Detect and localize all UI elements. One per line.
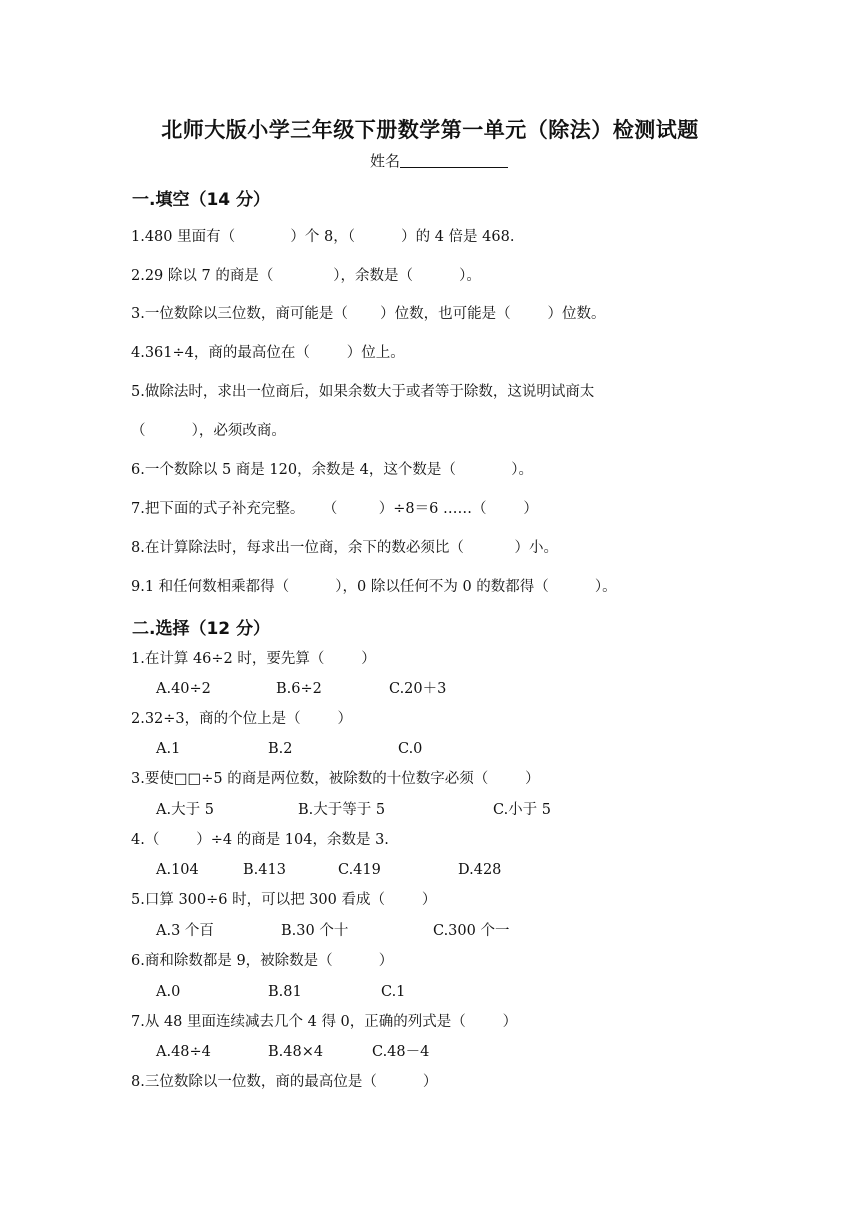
choice-question: 7.从 48 里面连续减去几个 4 得 0，正确的列式是（ ） xyxy=(131,1014,518,1030)
choice-option[interactable]: A.大于 5 xyxy=(156,802,214,818)
choice-option[interactable]: C.1 xyxy=(381,984,406,1000)
choice-question: 1.在计算 46÷2 时，要先算（ ） xyxy=(131,651,376,667)
page-title: 北师大版小学三年级下册数学第一单元（除法）检测试题 xyxy=(161,118,699,142)
fill-section-heading: 一.填空（14 分） xyxy=(132,190,271,210)
choice-option[interactable]: A.3 个百 xyxy=(156,923,214,939)
fill-question: 5.做除法时，求出一位商后，如果余数大于或者等于除数，这说明试商太 xyxy=(131,384,595,400)
choice-option[interactable]: A.0 xyxy=(156,984,181,1000)
choice-option[interactable]: B.6÷2 xyxy=(276,681,322,697)
fill-question: 2.29 除以 7 的商是（ ），余数是（ ）。 xyxy=(131,268,481,284)
choice-option[interactable]: D.428 xyxy=(458,862,502,878)
choice-option[interactable]: A.40÷2 xyxy=(156,681,211,697)
fill-question: 1.480 里面有（ ）个 8，（ ）的 4 倍是 468. xyxy=(131,229,515,245)
choice-option[interactable]: A.1 xyxy=(156,741,181,757)
choice-question: 4.（ ）÷4 的商是 104，余数是 3. xyxy=(131,832,389,848)
name-label: 姓名 xyxy=(370,152,401,170)
choice-option[interactable]: C.300 个一 xyxy=(433,923,510,939)
fill-question: 7.把下面的式子补充完整。 （ ）÷8＝6 ……（ ） xyxy=(131,501,538,517)
fill-question: 4.361÷4，商的最高位在（ ）位上。 xyxy=(131,345,405,361)
name-field xyxy=(370,150,508,171)
choice-question: 2.32÷3，商的个位上是（ ） xyxy=(131,711,353,727)
choice-question: 8.三位数除以一位数，商的最高位是（ ） xyxy=(131,1074,438,1090)
choice-option[interactable]: C.419 xyxy=(338,862,381,878)
choice-option[interactable]: C.20＋3 xyxy=(389,681,447,697)
choice-option[interactable]: B.大于等于 5 xyxy=(298,802,386,818)
choice-question: 5.口算 300÷6 时，可以把 300 看成（ ） xyxy=(131,892,437,908)
choice-option[interactable]: C.48－4 xyxy=(372,1044,430,1060)
choice-option[interactable]: B.413 xyxy=(243,862,286,878)
choice-option[interactable]: B.2 xyxy=(268,741,293,757)
choice-option[interactable]: C.0 xyxy=(398,741,423,757)
choice-question: 3.要使□□÷5 的商是两位数，被除数的十位数字必须（ ） xyxy=(131,771,540,787)
choice-section-heading: 二.选择（12 分） xyxy=(132,619,271,639)
choice-option[interactable]: C.小于 5 xyxy=(493,802,552,818)
choice-option[interactable]: A.48÷4 xyxy=(156,1044,211,1060)
fill-question: 3.一位数除以三位数，商可能是（ ）位数，也可能是（ ）位数。 xyxy=(131,306,606,322)
choice-option[interactable]: B.30 个十 xyxy=(281,923,349,939)
fill-question-continued: （ ），必须改商。 xyxy=(131,423,286,439)
fill-question: 8.在计算除法时，每求出一位商，余下的数必须比（ ）小。 xyxy=(131,540,559,556)
fill-question: 9.1 和任何数相乘都得（ ），0 除以任何不为 0 的数都得（ ）。 xyxy=(131,579,617,595)
name-blank[interactable] xyxy=(400,152,508,168)
choice-option[interactable]: B.48×4 xyxy=(268,1044,324,1060)
choice-question: 6.商和除数都是 9，被除数是（ ） xyxy=(131,953,394,969)
choice-option[interactable]: B.81 xyxy=(268,984,302,1000)
choice-option[interactable]: A.104 xyxy=(156,862,199,878)
fill-question: 6.一个数除以 5 商是 120，余数是 4，这个数是（ ）。 xyxy=(131,462,533,478)
